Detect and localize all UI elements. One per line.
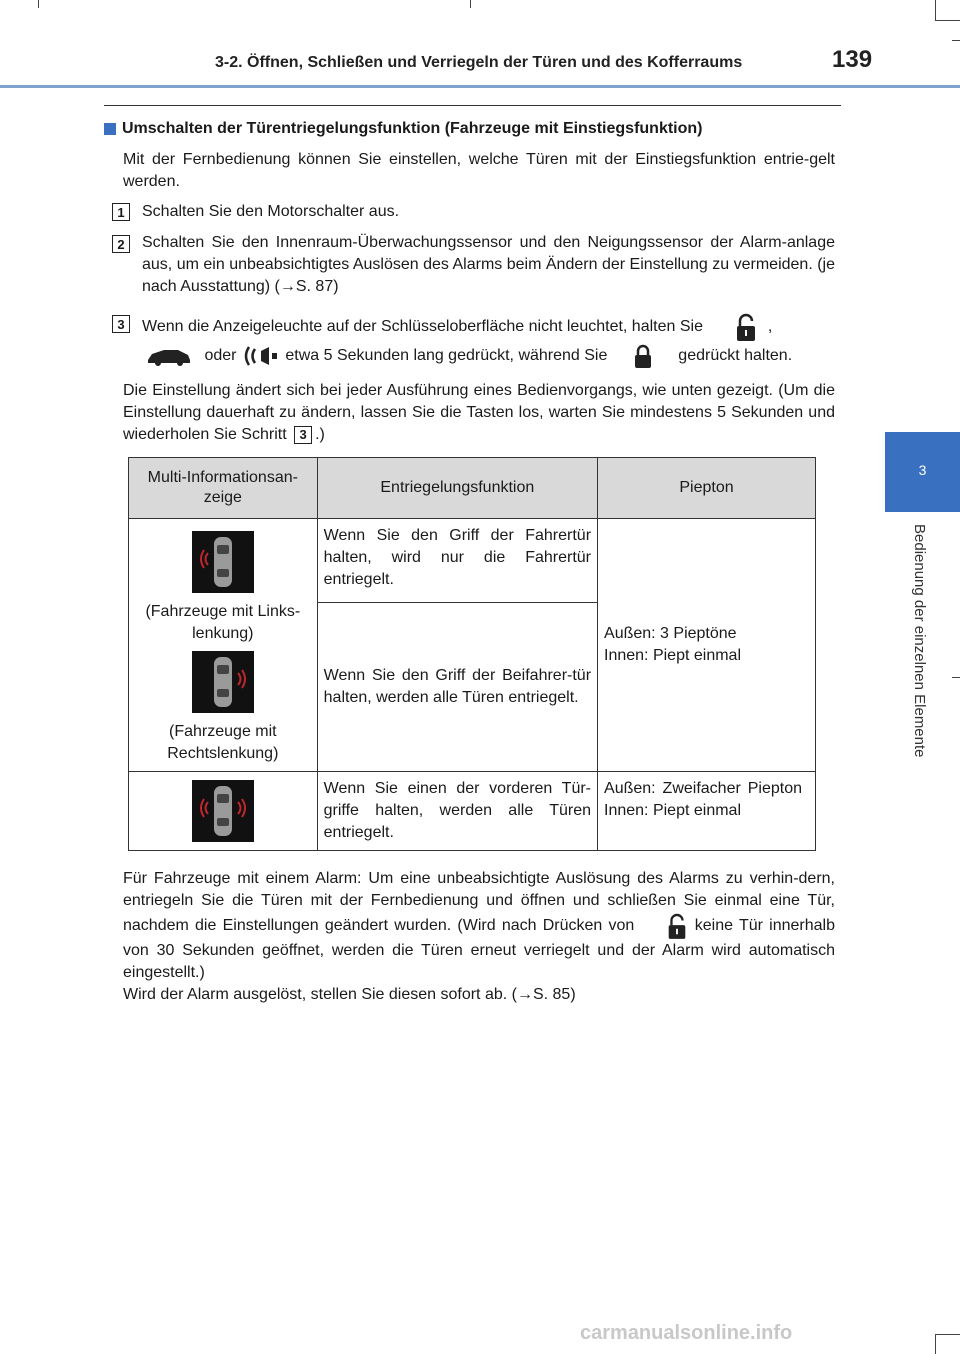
step-ref-badge: 3 xyxy=(294,426,312,444)
panic-alarm-icon xyxy=(241,343,281,369)
lock-closed-icon xyxy=(632,343,654,369)
row3-unlock-function: Wenn Sie einen der vorderen Tür-griffe halten, werden alle Türen entriegelt. xyxy=(317,772,597,851)
crop-mark xyxy=(470,0,471,8)
alarm-note-text-b: keine Tür innerhalb von 30 Sekunden geöffnet, werden die Türen erneut verriegelt und der Alarm wird automatisch eingestellt.) xyxy=(123,917,835,981)
crop-mark xyxy=(935,1334,960,1335)
row1-unlock-function: Wenn Sie den Griff der Fahrertür halten, wird nur die Fahrertür entriegelt. xyxy=(317,519,597,603)
step-3-text-e: gedrückt halten. xyxy=(678,347,793,365)
chapter-number: 3 xyxy=(918,462,927,478)
change-note xyxy=(123,380,835,446)
table-header: Entriegelungsfunktion xyxy=(317,458,597,519)
lock-icon xyxy=(733,312,759,342)
row3-beep-outer: Außen: Zweifacher Piepton xyxy=(604,780,803,797)
change-note-text-a: Die Einstellung ändert sich bei jeder Ausführung eines Bedienvorgangs, wie unten gezeigt. (Um die Einstellung dauerhaft zu ändern, lassen Sie die Tasten los, warten Sie mindestens 5 Sekunden und wiederholen Sie Schritt xyxy=(123,382,835,443)
display-cell xyxy=(129,772,318,851)
header-rule xyxy=(0,85,960,88)
crop-mark xyxy=(38,0,39,8)
crop-mark xyxy=(935,0,936,20)
table-header-row xyxy=(129,458,816,519)
step-3-text-b: , xyxy=(767,318,773,336)
car-both-doors-icon xyxy=(192,780,254,842)
step-3-text-d: etwa 5 Sekunden lang gedrückt, während Sie xyxy=(285,347,608,365)
crop-mark xyxy=(935,1334,936,1354)
step-2-badge: 2 xyxy=(112,235,130,253)
row2-unlock-function: Wenn Sie den Griff der Beifahrer-tür halten, werden alle Türen entriegelt. xyxy=(317,602,597,771)
page-header-title: 3-2. Öffnen, Schließen und Verriegeln der Türen und des Kofferraums xyxy=(215,54,743,71)
row3-beep-cell xyxy=(598,772,816,851)
car-passenger-door-icon xyxy=(192,651,254,713)
table-header: Multi-Informationsan-zeige xyxy=(129,458,318,519)
step-3-text-a: Wenn die Anzeigeleuchte auf der Schlüsseloberfläche nicht leuchtet, halten Sie xyxy=(142,318,703,336)
step-2-text: Schalten Sie den Innenraum-Überwachungssensor und den Neigungssensor der Alarm-anlage aus, um ein unbeabsichtigtes Auslösen des Alarms beim Ändern der Einstellung zu vermeiden. (je nach Ausstattung) (→S. 87) xyxy=(142,234,835,295)
car-driver-door-icon xyxy=(192,531,254,593)
alarm-note xyxy=(123,868,835,1006)
row12-beep-inner: Innen: Piept einmal xyxy=(604,647,741,664)
alarm-note-text-a: Für Fahrzeuge mit einem Alarm: Um eine unbeabsichtigte Auslösung des Alarms zu verhin-dern, entriegeln Sie die Türen mit der Fernbedienung und öffnen und schließen Sie einmal eine Tür, nachdem die Einstellungen geändert wurden. (Wird nach Drücken von xyxy=(123,870,835,935)
row3-beep-inner: Innen: Piept einmal xyxy=(604,802,741,819)
alarm-note-text-c: Wird der Alarm ausgelöst, stellen Sie diesen sofort ab. (→S. 85) xyxy=(123,986,576,1003)
crop-mark xyxy=(952,40,960,41)
row12-beep-outer: Außen: 3 Pieptöne xyxy=(604,625,737,642)
step-3-badge: 3 xyxy=(112,315,130,333)
chapter-tab xyxy=(885,432,960,512)
lock-icon xyxy=(665,912,689,940)
section-intro: Mit der Fernbedienung können Sie einstellen, welche Türen mit der Einstiegsfunktion entrie-gelt werden. xyxy=(123,151,835,190)
watermark: carmanualsonline.info xyxy=(580,1322,793,1344)
section-square-icon xyxy=(104,123,116,135)
table-row xyxy=(129,772,816,851)
crop-mark xyxy=(935,20,960,21)
step-1-badge: 1 xyxy=(112,203,130,221)
step-3-text-c: oder xyxy=(204,347,237,365)
section-rule xyxy=(104,105,841,106)
section-title: Umschalten der Türentriegelungsfunktion (Fahrzeuge mit Einstiegsfunktion) xyxy=(122,120,703,137)
table-row xyxy=(129,519,816,603)
step-3-line-2 xyxy=(142,343,835,369)
lhd-caption: (Fahrzeuge mit Links-lenkung) xyxy=(145,603,301,642)
trunk-car-icon xyxy=(146,345,192,367)
unlock-settings-table xyxy=(128,457,816,851)
step-3-line-1 xyxy=(142,312,835,342)
crop-mark xyxy=(952,677,960,678)
row12-beep-cell xyxy=(598,519,816,772)
chapter-label: Bedienung der einzelnen Elemente xyxy=(911,524,928,758)
display-cell xyxy=(129,519,318,772)
rhd-caption: (Fahrzeuge mit Rechtslenkung) xyxy=(167,723,279,762)
change-note-text-b: .) xyxy=(315,426,325,443)
table-header: Piepton xyxy=(598,458,816,519)
step-1-text: Schalten Sie den Motorschalter aus. xyxy=(142,203,400,220)
section-heading xyxy=(104,120,703,138)
page-number: 139 xyxy=(832,46,873,73)
